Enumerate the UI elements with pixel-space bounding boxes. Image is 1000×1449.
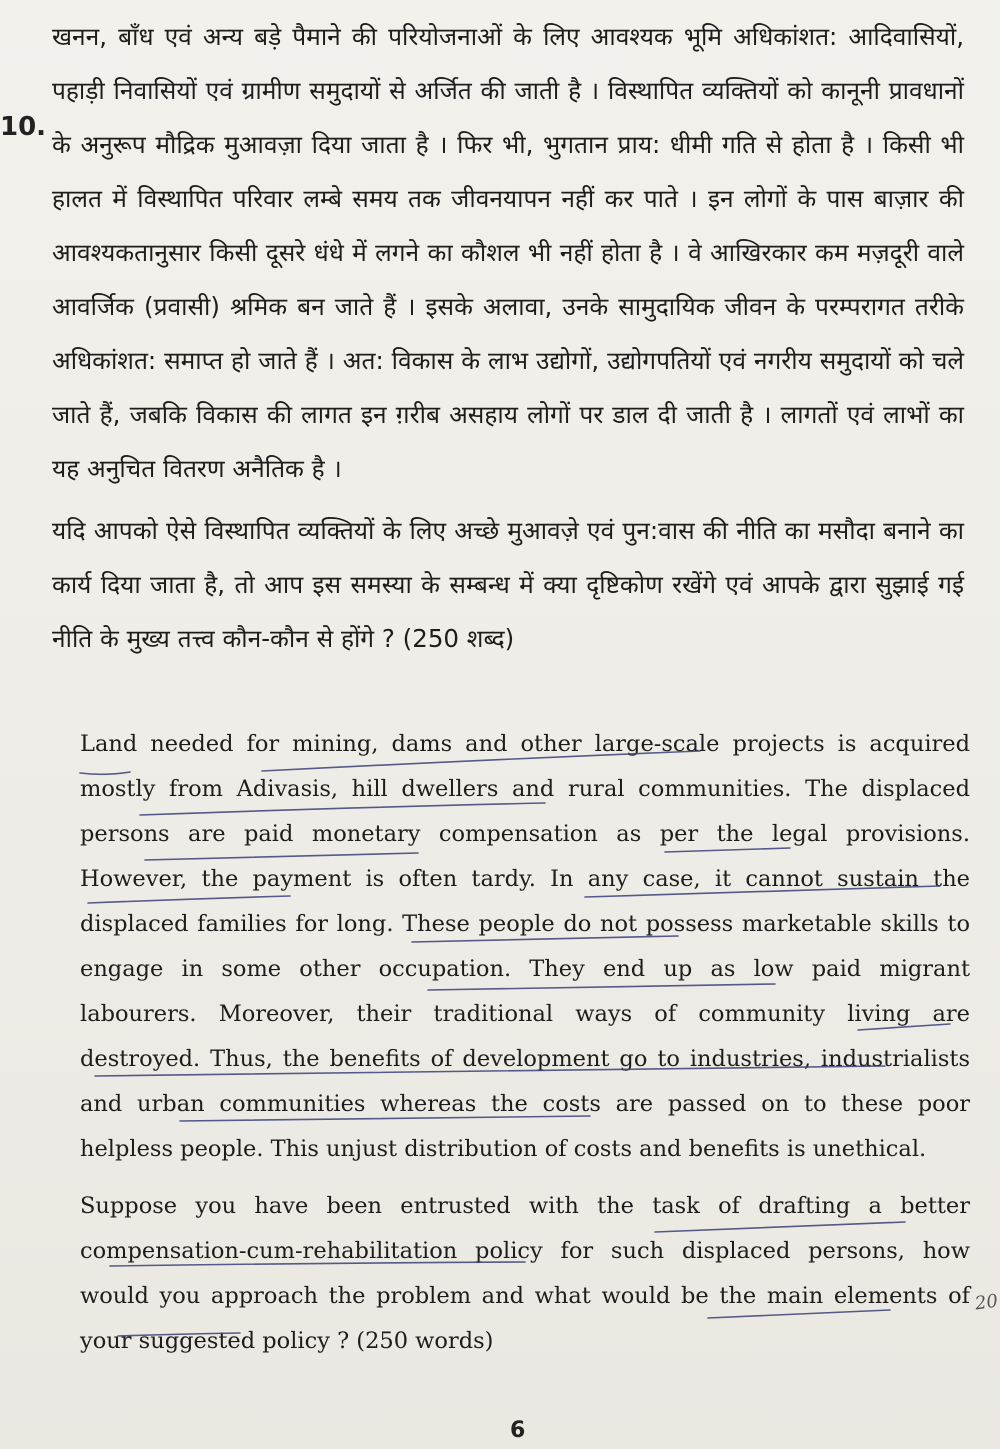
english-paragraph-1: Land needed for mining, dams and other large-scale projects is acquired mostly from Adivasis, hill dwellers and rural communities. The displaced persons are paid monetary compensation as per the legal provisions. However, the payment is often tardy. In any case, it cannot sustain the displaced families for long. These people do not possess marketable skills to engage in some other occupation. They end up as low paid migrant labourers. Moreover, their traditional ways of community living are destroyed. Thus, the benefits of development go to industries, industrialists and urban communities whereas the costs are passed on to these poor helpless people. This unjust distribution of costs and benefits is unethical. xyxy=(80,731,970,1162)
hindi-paragraph-2: यदि आपको ऐसे विस्थापित व्यक्तियों के लिए अच्छे मुआवज़े एवं पुन:वास की नीति का मसौदा बनाने का कार्य दिया जाता है, तो आप इस समस्या के सम्बन्ध में क्या दृष्टिकोण रखेंगे एवं आपके द्वारा सुझाई गई नीति के मुख्य तत्त्व कौन-कौन से होंगे ? (250 शब्द) xyxy=(52,516,964,653)
hindi-question-text xyxy=(52,10,964,666)
margin-marks-note: 20 xyxy=(973,1290,1000,1315)
english-question-text xyxy=(80,722,970,1364)
hindi-paragraph-1: खनन, बाँध एवं अन्य बड़े पैमाने की परियोजनाओं के लिए आवश्यक भूमि अधिकांशत: आदिवासियों, पहाड़ी निवासियों एवं ग्रामीण समुदायों से अर्जित की जाती है । विस्थापित व्यक्तियों को कानूनी प्रावधानों के अनुरूप मौद्रिक मुआवज़ा दिया जाता है । फिर भी, भुगतान प्राय: धीमी गति से होता है । किसी भी हालत में विस्थापित परिवार लम्बे समय तक जीवनयापन नहीं कर पाते । इन लोगों के पास बाज़ार की आवश्यकतानुसार किसी दूसरे धंधे में लगने का कौशल भी नहीं होता है । वे आखिरकार कम मज़दूरी वाले आवर्जिक (प्रवासी) श्रमिक बन जाते हैं । इसके अलावा, उनके सामुदायिक जीवन के परम्परागत तरीके अधिकांशत: समाप्त हो जाते हैं । अत: विकास के लाभ उद्योगों, उद्योगपतियों एवं नगरीय समुदायों को चले जाते हैं, जबकि विकास की लागत इन ग़रीब असहाय लोगों पर डाल दी जाती है । लागतों एवं लाभों का यह अनुचित वितरण अनैतिक है । xyxy=(52,22,964,483)
page-number: 6 xyxy=(510,1418,526,1443)
question-number: 10. xyxy=(0,112,47,142)
english-paragraph-2: Suppose you have been entrusted with the task of drafting a better compensation-cum-rehabilitation policy for such displaced persons, how would you approach the problem and what would be the main elements of your suggested policy ? (250 words) xyxy=(80,1193,970,1354)
